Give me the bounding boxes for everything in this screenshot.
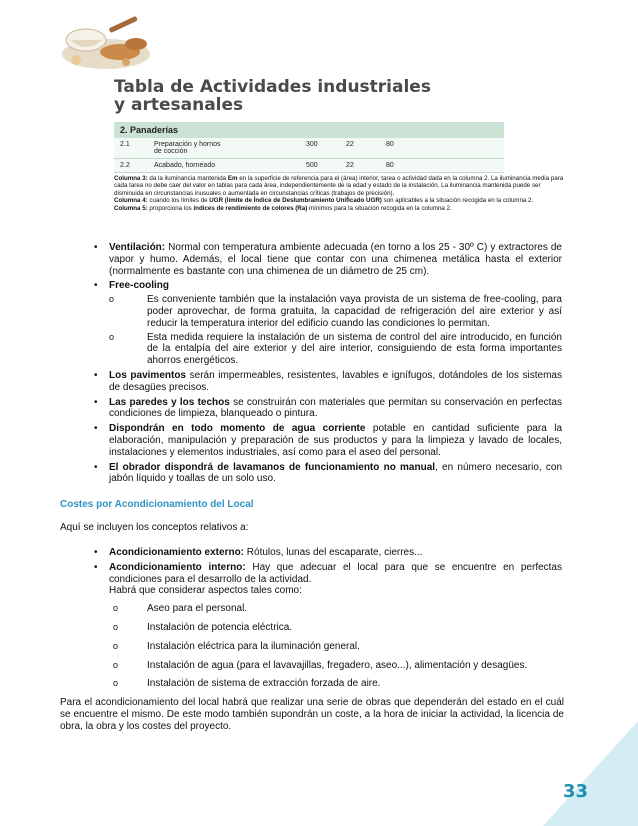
note-column-3: Columna 3: da la iluminancia mantenida Em en la superficie de referencia para el (área) interior, tarea o actividad dada en la columna 2. La iluminancia media para cada tarea no debe caer del valor en tablas para cada área, independientemente de la edad y estado de la instalación. La iluminancia mantenida puede ser disminuida en circunstancias inusuales o aumentada en circunstancias críticas (trabajos de precisión). [114,175,564,197]
row-ugr: 22 [346,162,354,169]
row-ra: 80 [386,141,394,148]
row-ugr: 22 [346,141,354,148]
table-row [114,159,504,173]
list-item-free-cooling: • Free-cooling o Es conveniente también que la instalación vaya provista de un sistema de free-cooling, para poder aprovechar, de forma gratuita, la capacidad de refrigeración del aire exterior y así reducir la temperatura interior del edificio cuando las condiciones lo permitan. o Esta medida requiere la instalación de un sistema de control del aire introducido, en función de la entalpía del aire exterior y del aire interior, consiguiendo de esta forma importantes ahorros energéticos. [94,280,562,367]
list-item-interno: • Acondicionamiento interno: Hay que adecuar el local para que se encuentre en perfectas condiciones para el desarrollo de la actividad. Habrá que considerar aspectos tales como: o Aseo para el personal. o Instalación de potencia eléctrica. o Instalación eléctrica para la iluminación general. o Instalación de agua (para el lavavajillas, fregadero, aseo...), alimentación y desagües. o Instalación de sistema de extracción forzada de aire. [94,562,562,690]
sublist-item: o Instalación de agua (para el lavavajillas, fregadero, aseo...), alimentación y desagües. [109,660,562,672]
list-item-ventilacion: • Ventilación: Normal con temperatura ambiente adecuada (en torno a los 25 - 30º C) y extractores de vapor y humo. Además, el local tiene que contar con una chimenea metálica hasta el exterior (normalmente es bastante con una chimenea de un diámetro de 25 cm). [94,242,562,277]
table-title [114,78,434,114]
list-item-externo: • Acondicionamiento externo: Rótulos, lunas del escaparate, cierres... [94,547,562,559]
row-ra: 80 [386,162,394,169]
row-label: Acabado, horneado [154,162,216,169]
list-item-agua: • Dispondrán en todo momento de agua corriente potable en cantidad suficiente para la elaboración, manipulación y preparación de sus productos y para la limpieza y lavado de locales, instalaciones y elementos industriales, así como para el aseo del personal. [94,423,562,458]
table-section-header: 2. Panaderías [114,122,504,138]
section-heading: Costes por Acondicionamiento del Local [60,499,254,510]
page-number: 33 [562,781,588,802]
row-label-line2: de cocción [154,148,188,155]
corner-decoration [543,721,638,826]
sublist-item: o Esta medida requiere la instalación de un sistema de control del aire introducido, en función de la entalpía del aire exterior y del aire interior, consiguiendo de esta forma importantes ahorros energéticos. [109,332,562,367]
section-intro: Aquí se incluyen los conceptos relativos a: [60,522,249,533]
note-column-5: Columna 5: proporciona los índices de rendimiento de colores (Ra) mínimos para la situación recogida en la columna 2. [114,204,452,212]
closing-paragraph: Para el acondicionamiento del local habrá que realizar una serie de obras que dependerán del estado en el cuál se encuentre el mismo. De este modo también supondrán un coste, a la hora de iniciar la actividad, la licencia de obra, la obra y los costes del proyecto. [60,697,564,732]
row-label [154,141,306,155]
interno-sublist [109,603,562,690]
sublist-item: o Aseo para el personal. [109,603,562,615]
table-title-line2: y artesanales [114,95,244,115]
table-row [114,138,504,159]
table-title-line1: Tabla de Actividades industriales [114,77,431,97]
list-item-paredes: • Las paredes y los techos se construirán con materiales que permitan su conservación en perfectas condiciones de limpieza, blanqueado o pintura. [94,397,562,421]
row-number: 2.2 [120,162,130,169]
table-notes [114,175,564,212]
activities-table [114,122,504,173]
sublist-item: o Instalación de potencia eléctrica. [109,622,562,634]
row-em: 500 [306,162,318,169]
note-column-4: Columna 4: cuando los límites de UGR (límite de Índice de Deslumbramiento Unificado UGR) son aplicables a la situación recogida en la columna 2. [114,197,534,205]
bakery-logo-image [56,10,156,74]
list-item-pavimentos: • Los pavimentos serán impermeables, resistentes, lavables e ignífugos, dotándoles de los sistemas de desagües precisos. [94,370,562,394]
free-cooling-sublist [109,294,562,367]
list-item-obrador: • El obrador dispondrá de lavamanos de funcionamiento no manual, en número necesario, con jabón líquido y toallas de un solo uso. [94,462,562,486]
conditioning-list [94,547,562,697]
requirements-list [94,242,562,488]
sublist-item: o Instalación de sistema de extracción forzada de aire. [109,678,562,690]
sublist-item: o Es conveniente también que la instalación vaya provista de un sistema de free-cooling, para poder aprovechar, de forma gratuita, la capacidad de refrigeración del aire exterior y así reducir la temperatura interior del edificio cuando las condiciones lo permitan. [109,294,562,329]
sublist-item: o Instalación eléctrica para la iluminación general. [109,641,562,653]
row-label-line1: Preparación y hornos [154,141,221,148]
row-number: 2.1 [120,141,130,148]
row-em: 300 [306,141,318,148]
